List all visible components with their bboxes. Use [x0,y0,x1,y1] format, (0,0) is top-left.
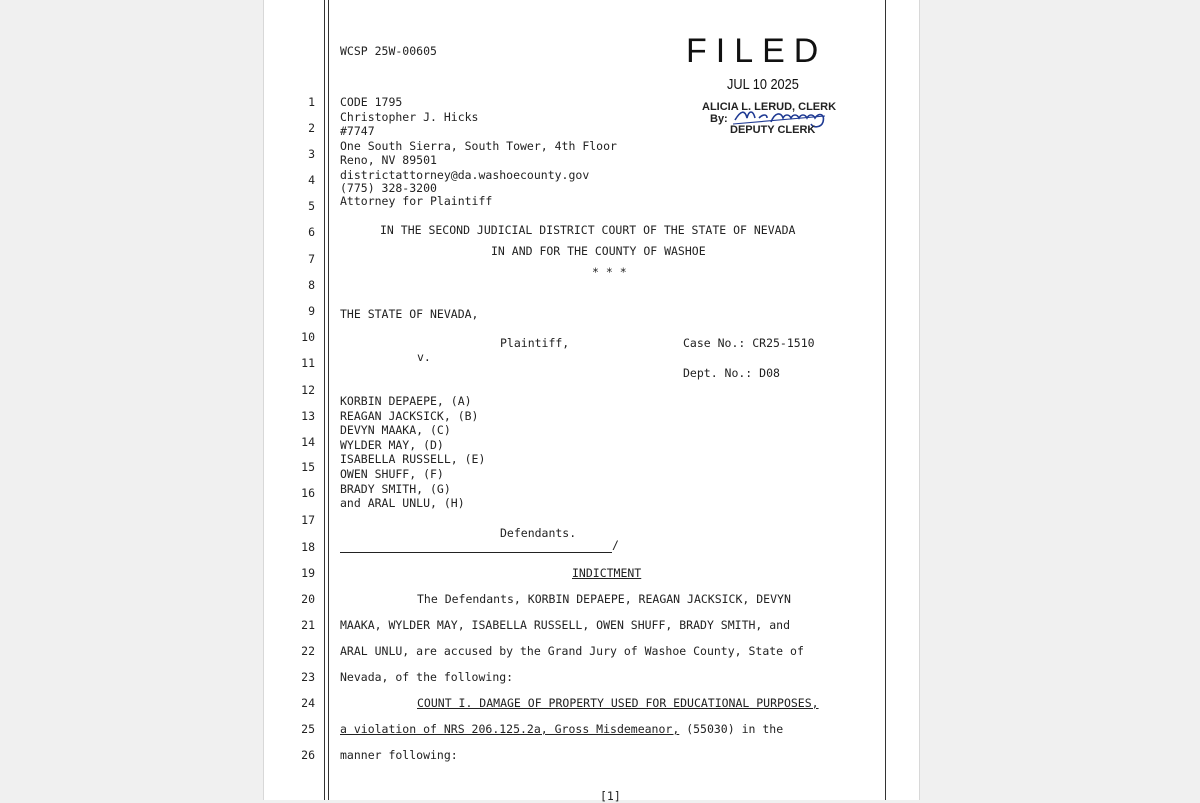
line-number: 17 [301,513,315,527]
line-number: 14 [301,435,315,449]
page-number: [1] [600,789,621,803]
filed-stamp: FILED [686,32,828,70]
clerk-name: ALICIA L. LERUD, CLERK [702,101,837,113]
email: districtattorney@da.washoecounty.gov [340,168,590,182]
defendant-name: OWEN SHUFF, (F) [340,467,444,481]
code-number: CODE 1795 [340,95,403,109]
line-number: 13 [301,409,315,423]
defendant-name: ISABELLA RUSSELL, (E) [340,452,486,467]
line-number: 21 [301,618,315,632]
phone: (775) 328-3200 [340,181,437,195]
line-number: 19 [301,566,315,580]
line-number: 9 [308,304,315,318]
line-number: 1 [308,95,315,109]
line-number: 2 [308,121,315,135]
body-line-3: ARAL UNLU, are accused by the Grand Jury of Washoe County, State of [340,644,804,658]
left-margin-rule-inner [328,0,329,800]
by-label: By: [710,113,728,125]
caption-slash: / [612,538,619,552]
defendants-label: Defendants. [500,526,577,540]
defendant-name: KORBIN DEPAEPE, (A) [340,394,472,408]
line-number: 23 [301,670,315,684]
body-line-2: MAAKA, WYLDER MAY, ISABELLA RUSSELL, OWEN SHUFF, BRADY SMITH, and [340,618,791,632]
defendant-name: and ARAL UNLU, (H) [340,496,465,511]
address-line-1: One South Sierra, South Tower, 4th Floor [340,139,617,153]
plaintiff-name: THE STATE OF NEVADA, [340,307,479,321]
indictment-title: INDICTMENT [572,566,642,580]
line-number: 12 [301,383,315,397]
count-line-3: manner following: [340,748,458,762]
line-number: 25 [301,722,315,736]
address-line-2: Reno, NV 89501 [340,153,437,167]
count-line-2 [340,722,783,736]
line-number: 15 [301,460,315,474]
line-number: 5 [308,199,315,213]
wcsp-number: WCSP 25W-00605 [340,44,437,58]
versus: v. [417,350,431,364]
case-number: Case No.: CR25-1510 [683,336,815,350]
attorney-name: Christopher J. Hicks [340,110,479,124]
count-code: (55030) in the [679,722,784,736]
line-number: 10 [301,330,315,344]
left-margin-rule [324,0,325,800]
line-number: 26 [301,748,315,762]
defendant-name: WYLDER MAY, (D) [340,437,444,452]
defendant-name: BRADY SMITH, (G) [340,481,451,496]
caption-rule [340,552,612,553]
body-line-4: Nevada, of the following: [340,670,514,684]
court-heading-line-2: IN AND FOR THE COUNTY OF WASHOE [491,244,706,258]
court-heading-stars: * * * [592,265,627,279]
line-number: 16 [301,486,315,500]
bar-number: #7747 [340,124,375,138]
court-heading-line-1: IN THE SECOND JUDICIAL DISTRICT COURT OF THE STATE OF NEVADA [380,223,796,237]
body-line-1: The Defendants, KORBIN DEPAEPE, REAGAN JACKSICK, DEVYN [417,592,791,606]
line-number: 6 [308,225,315,239]
defendant-name: DEVYN MAAKA, (C) [340,423,451,438]
line-number: 4 [308,173,315,187]
filed-date: JUL 10 2025 [727,76,799,93]
defendant-name: REAGAN JACKSICK, (B) [340,408,479,423]
dept-number: Dept. No.: D08 [683,366,780,380]
line-number: 22 [301,644,315,658]
right-margin-rule [885,0,886,800]
attorney-role: Attorney for Plaintiff [340,194,493,208]
line-number: 11 [301,356,315,370]
plaintiff-label: Plaintiff, [500,336,570,350]
line-number: 20 [301,592,315,606]
line-number: 18 [301,540,315,554]
line-number: 3 [308,147,315,161]
count-title: COUNT I. DAMAGE OF PROPERTY USED FOR EDUCATIONAL PURPOSES, [417,696,819,710]
line-number: 7 [308,252,315,266]
count-statute: a violation of NRS 206.125.2a, Gross Misdemeanor, [340,722,680,736]
line-number: 24 [301,696,315,710]
deputy-clerk-label: DEPUTY CLERK [730,124,816,136]
line-number: 8 [308,278,315,292]
